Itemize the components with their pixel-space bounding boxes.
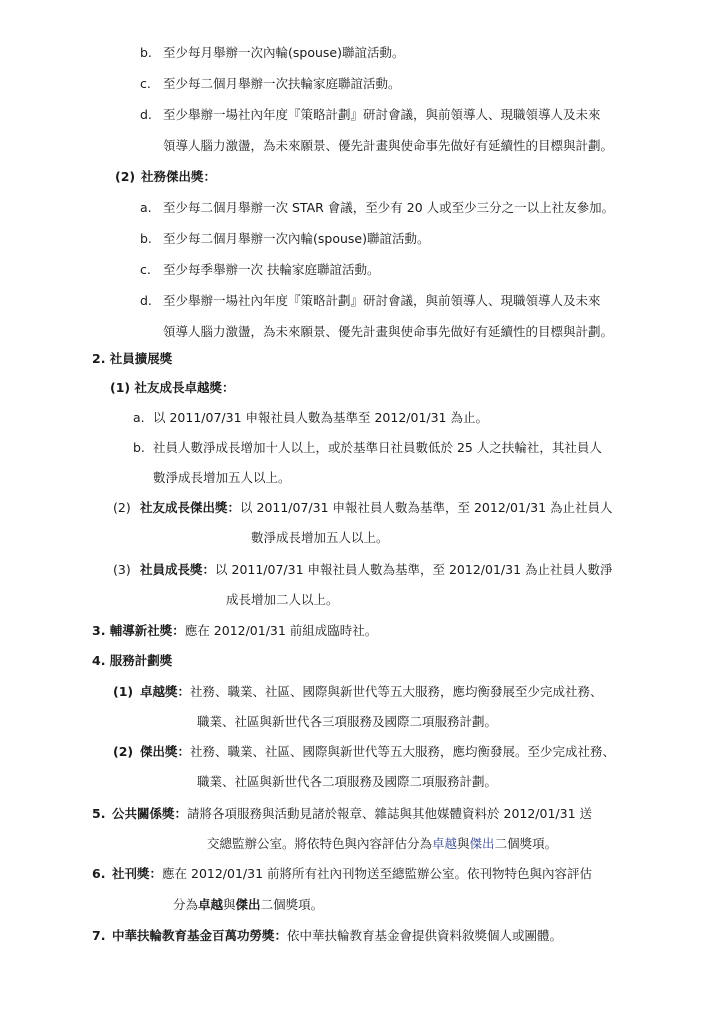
item-3b: b. 社員人數淨成長增加十人以上，或於基準日社員數低於 25 人之扶輪社，其社員人 (133, 440, 602, 455)
item-member-growth-merit: (2) 社友成長傑出獎：以 2011/07/31 申報社員人數為基準，至 2012/01/31 為止社員人 (113, 500, 613, 515)
item-2c: c. 至少每季舉辦一次 扶輪家庭聯誼活動。 (140, 262, 380, 277)
section-2-heading: 2. 社員擴展獎 (92, 351, 173, 366)
item-1d: d. 至少舉辦一場社內年度『策略計劃』研討會議，與前領導人、現職領導人及未來 (140, 107, 601, 122)
item-2a: a. 至少每二個月舉辦一次 STAR 會議，至少有 20 人或至少三分之一以上社友參加。 (140, 200, 615, 215)
item-service-merit: (2) 傑出獎：社務、職業、社區、國際與新世代等五大服務，應均衡發展。至少完成社務、 (113, 744, 616, 759)
item-1d-cont: 領導人腦力激盪，為未來願景、優先計畫與使命事先做好有延續性的目標與計劃。 (163, 138, 614, 153)
item-member-growth-merit-cont: 數淨成長增加五人以上。 (251, 530, 389, 545)
item-member-growth-cont: 成長增加二人以上。 (226, 592, 339, 607)
section-5: 5. 公共關係獎：請將各項服務與活動見諸於報章、雜誌與其他媒體資料於 2012/01/31 送 (92, 806, 593, 821)
item-service-excellence-cont: 職業、社區與新世代各三項服務及國際二項服務計劃。 (197, 714, 498, 729)
item-member-growth: (3) 社員成長獎：以 2011/07/31 申報社員人數為基準，至 2012/01/31 為止社員人數淨 (113, 562, 613, 577)
item-service-excellence: (1) 卓越獎：社務、職業、社區、國際與新世代等五大服務，應均衡發展至少完成社務、 (113, 684, 603, 699)
section-4-heading: 4. 服務計劃獎 (92, 653, 173, 668)
item-service-merit-cont: 職業、社區與新世代各二項服務及國際二項服務計劃。 (197, 774, 498, 789)
item-3b-cont: 數淨成長增加五人以上。 (153, 470, 291, 485)
item-3a: a. 以 2011/07/31 申報社員人數為基準至 2012/01/31 為止。 (133, 410, 488, 425)
section-3: 3. 輔導新社獎：應在 2012/01/31 前組成臨時社。 (92, 623, 378, 638)
item-2b: b. 至少每二個月舉辦一次內輪(spouse)聯誼活動。 (140, 231, 430, 246)
section-7: 7. 中華扶輪教育基金百萬功勞獎：依中華扶輪教育基金會提供資料敘獎個人或團體。 (92, 928, 563, 943)
item-2d-cont: 領導人腦力激盪，為未來願景、優先計畫與使命事先做好有延續性的目標與計劃。 (163, 324, 614, 339)
section-6: 6. 社刊獎：應在 2012/01/31 前將所有社內刊物送至總監辦公室。依刊物特色與內容評估 (92, 866, 593, 881)
item-1b: b. 至少每月舉辦一次內輪(spouse)聯誼活動。 (140, 45, 405, 60)
heading-club-service-merit: (2) 社務傑出獎： (115, 169, 217, 184)
section-5-cont: 交總監辦公室。將依特色與內容評估分為卓越與傑出二個獎項。 (207, 836, 558, 851)
item-1c: c. 至少每二個月舉辦一次扶輪家庭聯誼活動。 (140, 76, 401, 91)
item-2d: d. 至少舉辦一場社內年度『策略計劃』研討會議，與前領導人、現職領導人及未來 (140, 293, 601, 308)
section-6-cont: 分為卓越與傑出二個獎項。 (173, 897, 324, 912)
heading-member-growth-excellence: (1) 社友成長卓越獎： (110, 380, 235, 395)
